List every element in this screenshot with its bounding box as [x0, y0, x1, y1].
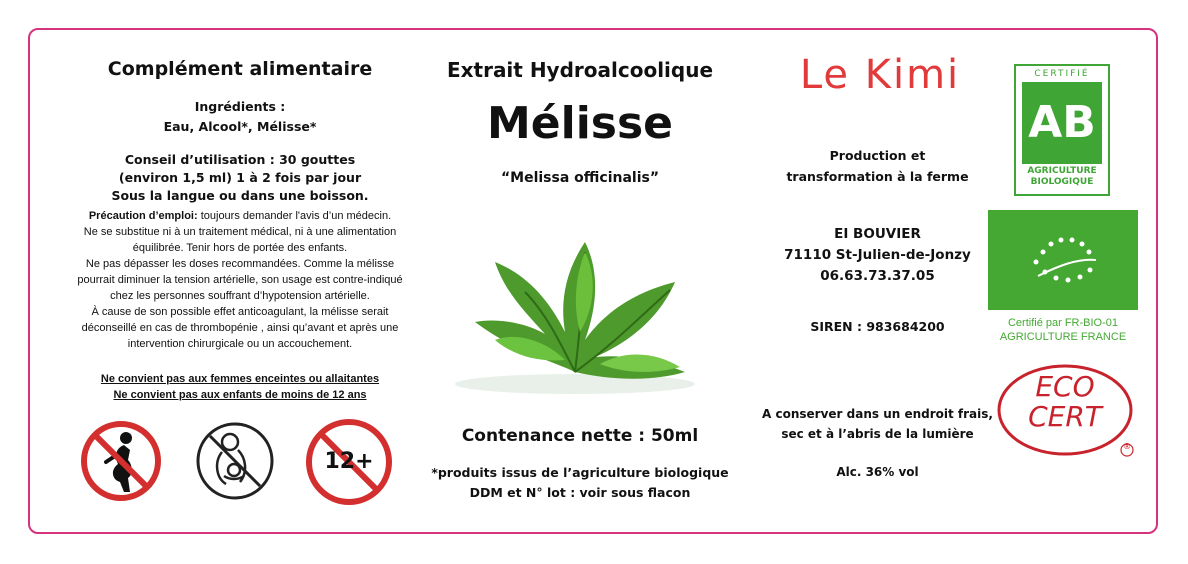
precaution-line: toujours demander l'avis d’un médecin. — [200, 210, 392, 222]
brand-logo: Le Kimi — [799, 52, 961, 98]
usage-line-2: (environ 1,5 ml) 1 à 2 fois par jour — [118, 170, 362, 185]
warning-pregnant: Ne convient pas aux femmes enceintes ou allaitantes — [100, 373, 380, 385]
ab-logo — [1014, 64, 1110, 196]
owner-name: EI BOUVIER — [834, 226, 921, 242]
precaution-line: À cause de son possible effet anticoagulant, la mélisse serait — [91, 306, 389, 318]
registered-mark: ® — [1123, 442, 1131, 451]
ecocert-text-2: CERT — [1028, 400, 1102, 433]
precaution-line: intervention chirurgicale ou un accouchement. — [127, 338, 353, 350]
precaution-line: Ne pas dépasser les doses recommandées. Comme la mélisse — [85, 258, 395, 270]
lot-info: DDM et N° lot : voir sous flacon — [469, 485, 691, 500]
latin-name: “Melissa officinalis” — [500, 170, 660, 186]
breastfeeding-icon — [194, 420, 276, 502]
alcohol-content: Alc. 36% vol — [836, 465, 919, 479]
ab-line-1: AGRICULTURE — [1027, 166, 1097, 176]
phone: 06.63.73.37.05 — [820, 268, 935, 284]
storage-line-2: sec et à l’abris de la lumière — [781, 427, 974, 441]
precaution-line: pourrait diminuer la tension artérielle, son usage est contre-indiqué — [77, 274, 403, 286]
precaution-line: déconseillé en cas de thrombopénie , ainsi qu’avant et après une — [81, 322, 399, 334]
precaution-line: équilibrée. Tenir hors de portée des enfants. — [132, 242, 348, 254]
ingredients-label: Ingrédients : — [194, 99, 286, 114]
usage-line-1: Conseil d’utilisation : 30 gouttes — [124, 152, 356, 167]
ab-letters: AB — [1022, 82, 1102, 164]
usage-line-3: Sous la langue ou dans une boisson. — [111, 188, 369, 203]
storage-line-1: A conserver dans un endroit frais, — [762, 407, 993, 421]
age-badge: 12+ — [324, 449, 374, 474]
production-line: Production et — [829, 148, 926, 163]
ecocert-text-1: ECO — [1035, 370, 1095, 403]
siren: SIREN : 983684200 — [810, 319, 945, 334]
eu-cert-line-2: AGRICULTURE FRANCE — [999, 331, 1127, 343]
eu-organic-logo — [988, 210, 1138, 310]
extract-type: Extrait Hydroalcoolique — [446, 58, 714, 82]
eu-cert-line-1: Certifié par FR-BIO-01 — [1007, 317, 1119, 329]
product-name: Mélisse — [486, 98, 673, 149]
precaution-line: chez les personnes souffrant d’hypotension artérielle. — [110, 290, 370, 302]
address: 71110 St-Julien-de-Jonzy — [784, 247, 971, 263]
ab-line-2: BIOLOGIQUE — [1030, 177, 1094, 187]
precaution-line: Ne se substitue ni à un traitement médical, ni à une alimentation — [83, 226, 397, 238]
transformation-line: transformation à la ferme — [786, 169, 969, 184]
supplement-title: Complément alimentaire — [107, 58, 373, 80]
ingredients-list: Eau, Alcool*, Mélisse* — [163, 119, 317, 134]
no-pregnant-icon — [80, 420, 162, 502]
organic-note: *produits issus de l’agriculture biologique — [431, 465, 729, 480]
precautions — [40, 208, 440, 352]
net-volume: Contenance nette : 50ml — [461, 426, 699, 446]
ab-certified-text: CERTIFIÉ — [1034, 69, 1090, 79]
melissa-leaves-image — [435, 222, 710, 397]
warning-children: Ne convient pas aux enfants de moins de 12 ans — [113, 389, 367, 401]
precaution-label: Précaution d’emploi: — [88, 210, 198, 222]
